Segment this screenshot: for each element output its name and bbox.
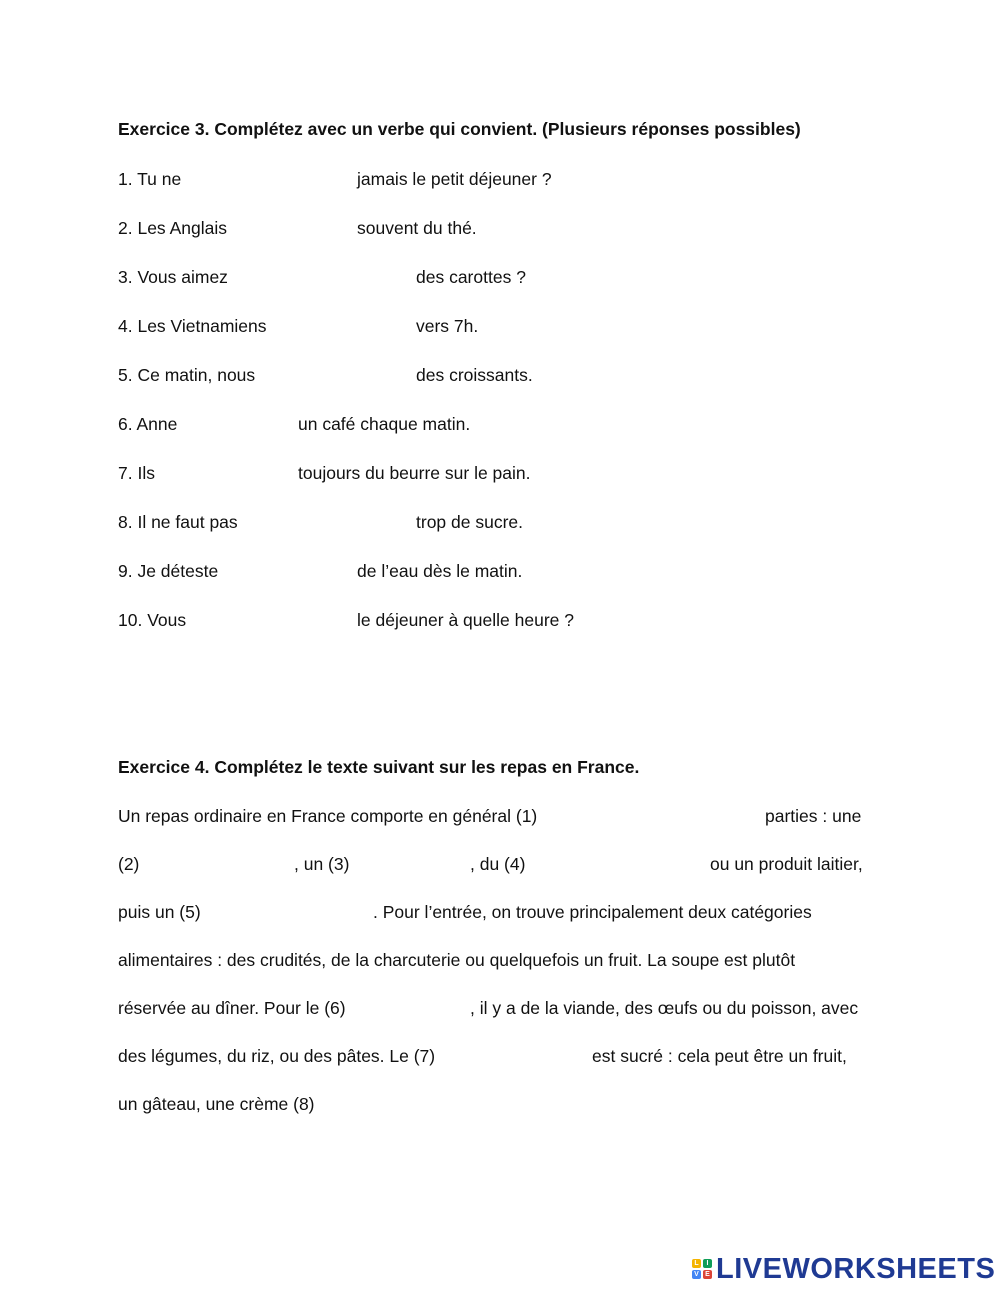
ex4-line-3-end: . Pour l’entrée, on trouve principalement deux catégories: [373, 902, 812, 922]
ex4-line-1-text: Un repas ordinaire en France comporte en général (1): [118, 806, 538, 826]
ex4-line-2-label-4: , du (4): [470, 854, 526, 874]
ex3-item-6-start: 6. Anne: [118, 414, 178, 434]
ex3-item-4-start: 4. Les Vietnamiens: [118, 316, 267, 336]
ex3-answer-3-input[interactable]: [245, 267, 409, 289]
ex4-line-6-label-7: des légumes, du riz, ou des pâtes. Le (7): [118, 1046, 436, 1066]
ex3-item-10-end: le déjeuner à quelle heure ?: [357, 610, 574, 630]
ex4-blank-4-input[interactable]: [533, 854, 707, 876]
ex4-line-4-text: alimentaires : des crudités, de la charcuterie ou quelquefois un fruit. La soupe est plutôt: [118, 950, 796, 970]
ex4-blank-8-input[interactable]: [332, 1094, 536, 1116]
ex3-item-2-start: 2. Les Anglais: [118, 218, 227, 238]
ex4-line-6-end: est sucré : cela peut être un fruit,: [592, 1046, 847, 1066]
ex3-answer-2-input[interactable]: [245, 218, 349, 240]
ex3-item-8-start: 8. Il ne faut pas: [118, 512, 238, 532]
ex4-line-5-label-6: réservée au dîner. Pour le (6): [118, 998, 346, 1018]
ex3-answer-6-input[interactable]: [190, 414, 292, 436]
ex3-item-8-end: trop de sucre.: [416, 512, 523, 532]
ex3-answer-5-input[interactable]: [280, 365, 409, 387]
exercise3-title: Exercice 3. Complétez avec un verbe qui convient. (Plusieurs réponses possibles): [118, 119, 801, 139]
ex4-line-5-end: , il y a de la viande, des œufs ou du poisson, avec: [470, 998, 859, 1018]
ex3-item-1-end: jamais le petit déjeuner ?: [357, 169, 552, 189]
ex4-blank-3-input[interactable]: [356, 854, 470, 876]
logo-text: LIVEWORKSHEETS: [716, 1252, 996, 1285]
ex3-item-2-end: souvent du thé.: [357, 218, 477, 238]
ex3-item-10-start: 10. Vous: [118, 610, 187, 630]
ex4-blank-7-input[interactable]: [457, 1046, 589, 1068]
ex3-item-4-end: vers 7h.: [416, 316, 479, 336]
ex3-item-7-end: toujours du beurre sur le pain.: [298, 463, 531, 483]
ex3-answer-7-input[interactable]: [165, 463, 292, 485]
logo-mark-letter: V: [692, 1270, 701, 1279]
logo-mark-letter: I: [703, 1259, 712, 1268]
ex3-item-6-end: un café chaque matin.: [298, 414, 471, 434]
ex4-blank-2-input[interactable]: [145, 854, 294, 876]
ex4-line-3-label-5: puis un (5): [118, 902, 201, 922]
ex3-item-7-start: 7. Ils: [118, 463, 155, 483]
liveworksheets-logo: [692, 1252, 995, 1286]
ex3-item-5-end: des croissants.: [416, 365, 533, 385]
logo-mark-letter: E: [703, 1270, 712, 1279]
ex4-line-2-label-3: , un (3): [294, 854, 350, 874]
ex3-item-9-end: de l’eau dès le matin.: [357, 561, 523, 581]
logo-mark-letter: L: [692, 1259, 701, 1268]
ex3-answer-8-input[interactable]: [255, 512, 409, 534]
logo-mark-icon: [692, 1259, 712, 1279]
ex3-answer-10-input[interactable]: [200, 610, 349, 632]
ex3-answer-1-input[interactable]: [195, 169, 349, 191]
ex3-item-3-start: 3. Vous aimez: [118, 267, 228, 287]
ex3-item-3-end: des carottes ?: [416, 267, 526, 287]
ex3-item-1-start: 1. Tu ne: [118, 169, 182, 189]
exercise4-title: Exercice 4. Complétez le texte suivant sur les repas en France.: [118, 757, 640, 777]
ex4-line-7-label-8: un gâteau, une crème (8): [118, 1094, 315, 1114]
ex4-line-2-end: ou un produit laitier,: [710, 854, 863, 874]
ex4-blank-1-input[interactable]: [575, 806, 759, 828]
ex3-answer-4-input[interactable]: [290, 316, 409, 338]
ex4-blank-6-input[interactable]: [360, 998, 469, 1020]
ex3-item-9-start: 9. Je déteste: [118, 561, 219, 581]
ex4-line-1-end: parties : une: [765, 806, 862, 826]
ex4-line-2-label-2: (2): [118, 854, 140, 874]
ex3-item-5-start: 5. Ce matin, nous: [118, 365, 256, 385]
ex3-answer-9-input[interactable]: [232, 561, 349, 583]
ex4-blank-5-input[interactable]: [210, 902, 374, 924]
